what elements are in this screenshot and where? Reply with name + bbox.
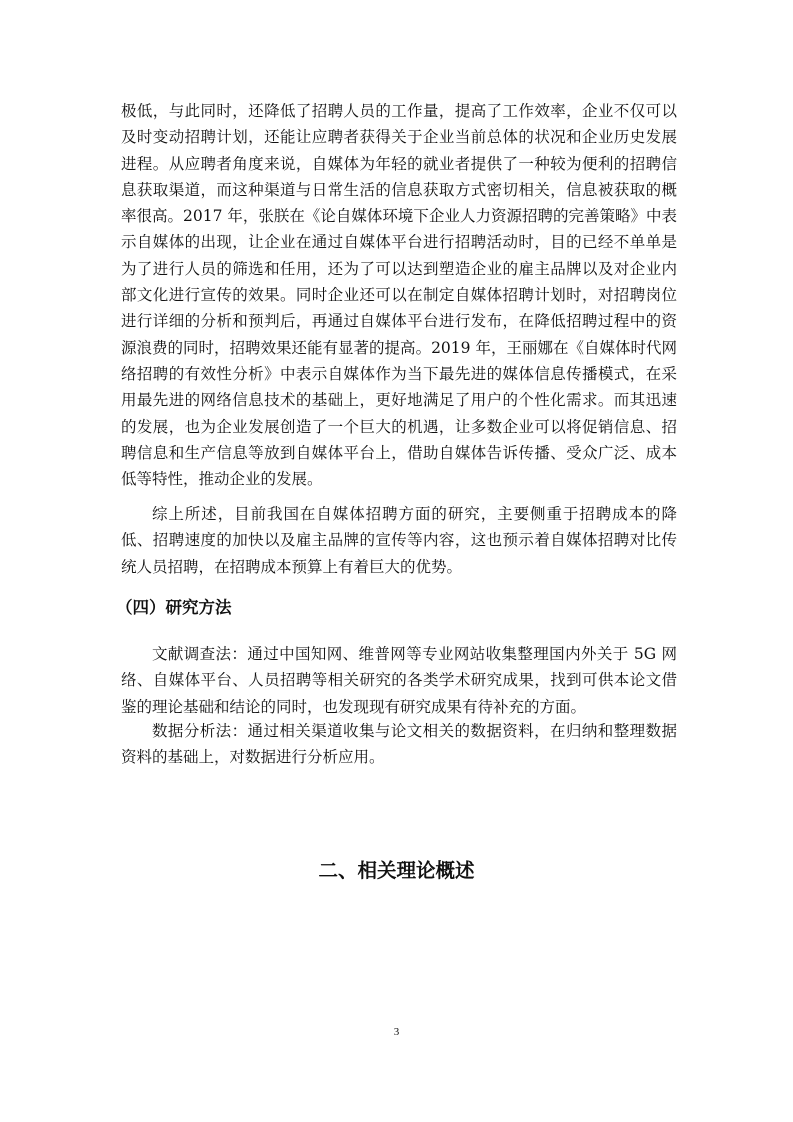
page-number: 3 bbox=[393, 1026, 400, 1038]
body-paragraph: 极低，与此同时，还降低了招聘人员的工作量，提高了工作效率，企业不仅可以及时变动招聘计划，还能让应聘者获得关于企业当前总体的状况和企业历史发展进程。从应聘者角度来说，自媒体为年轻的就业者提供了一种较为便利的招聘信息获取渠道，而这种渠道与日常生活的信息获取方式密切相关，信息被获取的概率很高。2017 年，张朕在《论自媒体环境下企业人力资源招聘的完善策略》中表示自媒体的出现，让企业在通过自媒体平台进行招聘活动时，目的已经不单单是为了进行人员的筛选和任用，还为了可以达到塑造企业的雇主品牌以及对企业内部文化进行宣传的效果。同时企业还可以在制定自媒体招聘计划时，对招聘岗位进行详细的分析和预判后，再通过自媒体平台进行发布，在降低招聘过程中的资源浪费的同时，招聘效果还能有显著的提高。2019 年，王丽娜在《自媒体时代网络招聘的有效性分析》中表示自媒体作为当下最先进的媒体信息传播模式，在采用最先进的网络信息技术的基础上，更好地满足了用户的个性化需求。而其迅速的发展，也为企业发展创造了一个巨大的机遇，让多数企业可以将促销信息、招聘信息和生产信息等放到自媒体平台上，借助自媒体告诉传播、受众广泛、成本低等特性，推动企业的发展。 bbox=[121, 102, 677, 489]
chapter-heading: 二、相关理论概述 bbox=[318, 859, 475, 882]
section-heading: （四）研究方法 bbox=[116, 598, 232, 617]
data-analysis-method-paragraph: 数据分析法：通过相关渠道收集与论文相关的数据资料，在归纳和整理数据资料的基础上，对数据进行分析应用。 bbox=[121, 722, 677, 767]
literature-method-paragraph: 文献调查法：通过中国知网、维普网等专业网站收集整理国内外关于 5G 网络、自媒体平台、人员招聘等相关研究的各类学术研究成果，找到可供本论文借鉴的理论基础和结论的同时，也发现现有研究成果有待补充的方面。 bbox=[121, 645, 677, 716]
summary-paragraph: 综上所述，目前我国在自媒体招聘方面的研究，主要侧重于招聘成本的降低、招聘速度的加快以及雇主品牌的宣传等内容，这也预示着自媒体招聘对比传统人员招聘，在招聘成本预算上有着巨大的优势。 bbox=[121, 505, 677, 576]
